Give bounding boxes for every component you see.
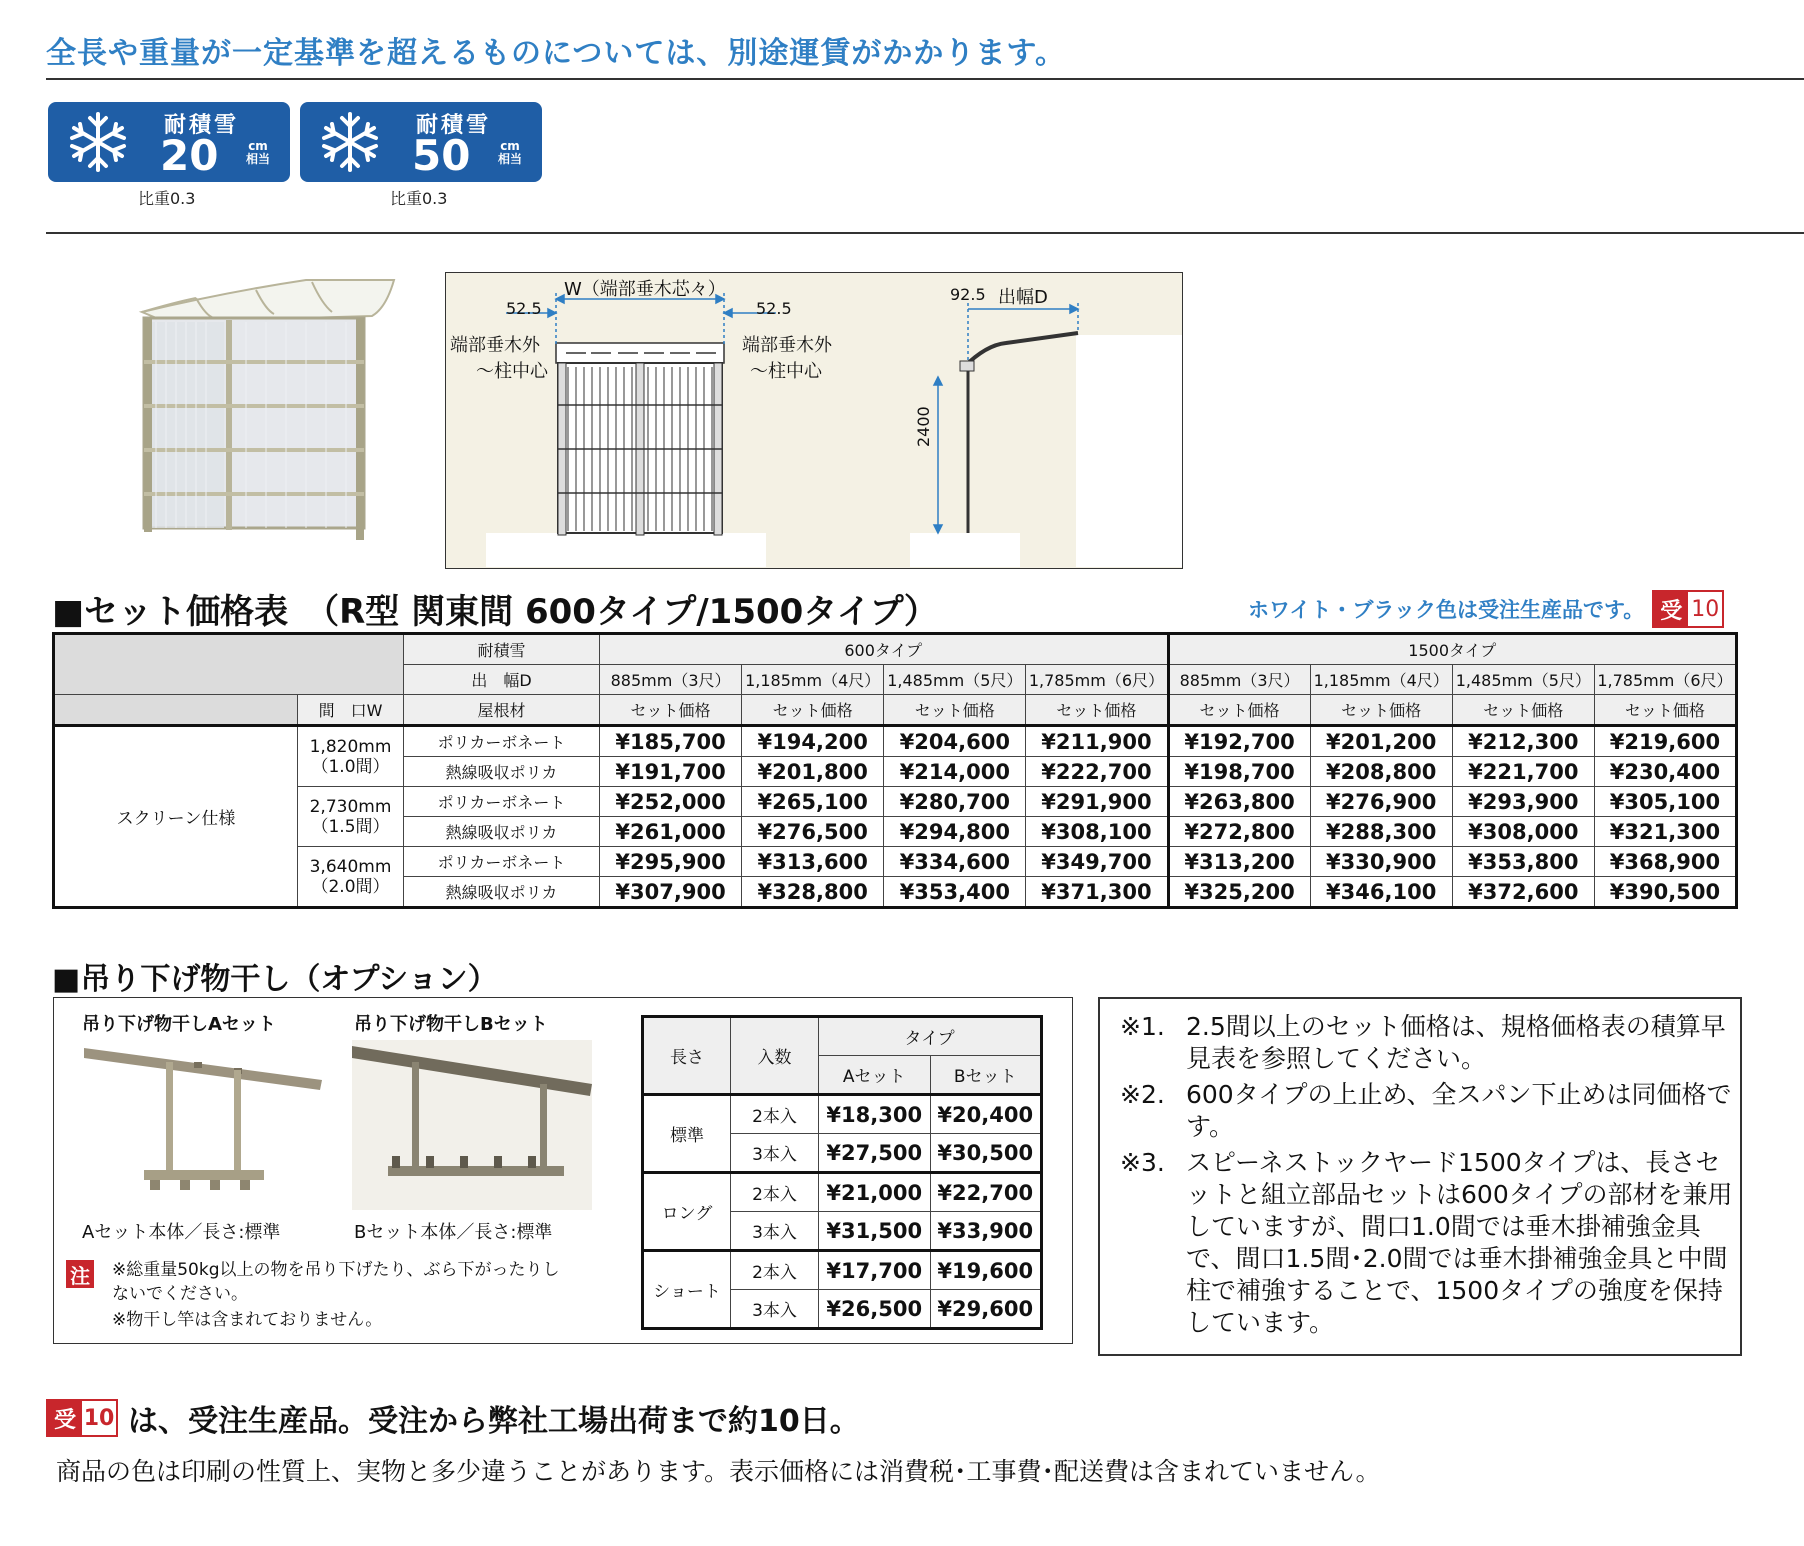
set-price-hdr: セット価格 <box>1452 695 1594 726</box>
hdr-count: 入数 <box>731 1017 819 1095</box>
option-note-2: ※物干し竿は含まれておりません。 <box>112 1310 383 1330</box>
option-price-cell: ¥17,700 <box>819 1251 931 1290</box>
snow-badge-unit: cm 相当 <box>245 139 270 166</box>
made-to-order-badge-days: 10 <box>1688 592 1722 626</box>
count-cell: 3本入 <box>731 1134 819 1173</box>
diagram-drawing <box>446 273 1182 568</box>
snow-load-badge-50 <box>300 102 542 182</box>
hdr-b-set: Bセット <box>930 1056 1042 1095</box>
height-label: 2400 <box>914 406 933 447</box>
footer-order-text: は、受注生産品。受注から弊社工場出荷まで約10日。 <box>128 1404 860 1439</box>
spec-cell: スクリーン仕様 <box>54 726 298 908</box>
snowflake-icon <box>318 110 382 174</box>
hdr-type-1500: 1500タイプ <box>1168 634 1737 665</box>
price-cell: ¥265,100 <box>742 787 884 817</box>
option-price-cell: ¥18,300 <box>819 1095 931 1134</box>
left-offset-label: 52.5 <box>506 299 542 318</box>
made-to-order-badge <box>46 1399 118 1437</box>
option-price-cell: ¥19,600 <box>930 1251 1042 1290</box>
price-cell: ¥276,900 <box>1310 787 1452 817</box>
price-cell: ¥194,200 <box>742 726 884 757</box>
price-row <box>54 787 1737 817</box>
price-row <box>54 847 1737 877</box>
depth-col: 1,485mm（5尺） <box>1452 665 1594 695</box>
price-cell: ¥214,000 <box>884 757 1026 787</box>
price-cell: ¥263,800 <box>1168 787 1310 817</box>
price-cell: ¥325,200 <box>1168 877 1310 908</box>
hdr-length: 長さ <box>643 1017 731 1095</box>
price-cell: ¥185,700 <box>600 726 742 757</box>
made-to-order-badge <box>1652 590 1724 628</box>
snow-badge-label: 耐積雪 <box>164 113 240 138</box>
price-cell: ¥208,800 <box>1310 757 1452 787</box>
left-edge-label-1: 端部垂木外 <box>450 335 540 356</box>
hanger-b-photo <box>352 1040 592 1210</box>
side-offset-label: 92.5 <box>950 285 986 304</box>
option-row <box>643 1173 1042 1212</box>
price-cell: ¥334,600 <box>884 847 1026 877</box>
price-cell: ¥295,900 <box>600 847 742 877</box>
set-price-hdr: セット価格 <box>742 695 884 726</box>
corner-blank <box>54 634 404 695</box>
price-cell: ¥313,600 <box>742 847 884 877</box>
hanger-a-photo <box>84 1040 324 1210</box>
option-price-table <box>641 1015 1043 1330</box>
price-cell: ¥353,400 <box>884 877 1026 908</box>
option-a-caption: 吊り下げ物干しAセット <box>82 1014 276 1035</box>
price-cell: ¥368,900 <box>1594 847 1736 877</box>
width-cell: 1,820mm （1.0間） <box>298 726 404 787</box>
price-cell: ¥276,500 <box>742 817 884 847</box>
option-price-cell: ¥30,500 <box>930 1134 1042 1173</box>
width-dimension-label: W（端部垂木芯々） <box>564 279 726 300</box>
price-table-title: ■セット価格表 （R型 関東間 600タイプ/1500タイプ） <box>52 592 938 632</box>
price-cell: ¥390,500 <box>1594 877 1736 908</box>
option-price-cell: ¥27,500 <box>819 1134 931 1173</box>
set-price-hdr: セット価格 <box>1310 695 1452 726</box>
made-to-order-badge-days: 10 <box>82 1401 116 1435</box>
hdr-width: 間 口W <box>298 695 404 726</box>
count-cell: 3本入 <box>731 1212 819 1251</box>
price-cell: ¥294,800 <box>884 817 1026 847</box>
footer-disclaimer: 商品の色は印刷の性質上、実物と多少違うことがあります。表示価格には消費税･工事費･配送費は含まれていません。 <box>56 1457 1381 1486</box>
price-cell: ¥308,100 <box>1026 817 1168 847</box>
price-cell: ¥305,100 <box>1594 787 1736 817</box>
depth-col: 1,785mm（6尺） <box>1026 665 1168 695</box>
roof-cell: ポリカーボネート <box>404 726 600 757</box>
right-edge-label-2: ～柱中心 <box>750 361 822 382</box>
footer-order-line <box>46 1396 860 1440</box>
length-cell: ロング <box>643 1173 731 1251</box>
left-edge-label-2: ～柱中心 <box>476 361 548 382</box>
set-price-table <box>52 632 1738 909</box>
snow-load-badge-20 <box>48 102 290 182</box>
count-cell: 2本入 <box>731 1251 819 1290</box>
right-edge-label-1: 端部垂木外 <box>742 335 832 356</box>
option-price-cell: ¥20,400 <box>930 1095 1042 1134</box>
section-divider <box>46 232 1804 234</box>
depth-col: 1,185mm（4尺） <box>742 665 884 695</box>
price-cell: ¥330,900 <box>1310 847 1452 877</box>
set-price-hdr: セット価格 <box>1168 695 1310 726</box>
warning-icon: 注 <box>66 1260 94 1288</box>
order-note-text: ホワイト・ブラック色は受注生産品です。 <box>1248 598 1645 622</box>
price-cell: ¥272,800 <box>1168 817 1310 847</box>
price-cell: ¥252,000 <box>600 787 742 817</box>
hdr-a-set: Aセット <box>819 1056 931 1095</box>
set-price-hdr: セット価格 <box>600 695 742 726</box>
price-cell: ¥288,300 <box>1310 817 1452 847</box>
length-cell: ショート <box>643 1251 731 1329</box>
header-divider <box>46 78 1804 80</box>
count-cell: 2本入 <box>731 1095 819 1134</box>
price-row <box>54 726 1737 757</box>
price-cell: ¥328,800 <box>742 877 884 908</box>
price-cell: ¥293,900 <box>1452 787 1594 817</box>
price-cell: ¥372,600 <box>1452 877 1594 908</box>
price-cell: ¥321,300 <box>1594 817 1736 847</box>
price-cell: ¥219,600 <box>1594 726 1736 757</box>
roof-cell: 熱線吸収ポリカ <box>404 757 600 787</box>
length-cell: 標準 <box>643 1095 731 1173</box>
depth-col: 1,785mm（6尺） <box>1594 665 1736 695</box>
notes-box: ※1. 2.5間以上のセット価格は、規格価格表の積算早見表を参照してください。 ※2. 600タイプの上止め、全スパン下止めは同価格です。 ※3. スピーネストックヤード1500タイプは、長さセットと組立部品セットは600タイプの部材を兼用していますが、間口1.0間では垂木掛補強金具で、間口1.5間･2.0間では垂木掛補強金具と中間柱で補強することで、1500タイプの強度を保持しています。 <box>1098 997 1742 1356</box>
price-cell: ¥212,300 <box>1452 726 1594 757</box>
depth-col: 1,185mm（4尺） <box>1310 665 1452 695</box>
option-row <box>643 1095 1042 1134</box>
option-price-cell: ¥26,500 <box>819 1290 931 1329</box>
snow-badge-value: 20 <box>160 131 219 180</box>
count-cell: 3本入 <box>731 1290 819 1329</box>
price-cell: ¥192,700 <box>1168 726 1310 757</box>
hdr-type: タイプ <box>819 1017 1042 1056</box>
width-cell: 3,640mm （2.0間） <box>298 847 404 908</box>
price-cell: ¥280,700 <box>884 787 1026 817</box>
snow-badge-ratio: 比重0.3 <box>138 189 196 208</box>
corner-blank <box>54 695 298 726</box>
option-b-caption: 吊り下げ物干しBセット <box>354 1014 548 1035</box>
option-a-sub: Aセット本体／長さ:標準 <box>82 1222 281 1243</box>
snow-badge-ratio: 比重0.3 <box>390 189 448 208</box>
price-cell: ¥349,700 <box>1026 847 1168 877</box>
price-cell: ¥211,900 <box>1026 726 1168 757</box>
price-cell: ¥198,700 <box>1168 757 1310 787</box>
price-cell: ¥261,000 <box>600 817 742 847</box>
option-price-cell: ¥31,500 <box>819 1212 931 1251</box>
price-cell: ¥371,300 <box>1026 877 1168 908</box>
snow-badge-value: 50 <box>412 131 471 180</box>
depth-col: 885mm（3尺） <box>600 665 742 695</box>
roof-cell: ポリカーボネート <box>404 847 600 877</box>
price-rows <box>54 726 1737 908</box>
hdr-snow: 耐積雪 <box>404 634 600 665</box>
made-to-order-badge-char: 受 <box>1654 592 1688 626</box>
option-row <box>643 1251 1042 1290</box>
right-offset-label: 52.5 <box>756 299 792 318</box>
price-cell: ¥221,700 <box>1452 757 1594 787</box>
snow-badge-label: 耐積雪 <box>416 113 492 138</box>
width-cell: 2,730mm （1.5間） <box>298 787 404 847</box>
set-price-hdr: セット価格 <box>1594 695 1736 726</box>
price-cell: ¥307,900 <box>600 877 742 908</box>
hdr-roof: 屋根材 <box>404 695 600 726</box>
roof-cell: 熱線吸収ポリカ <box>404 877 600 908</box>
option-note-1: ※総重量50kg以上の物を吊り下げたり、ぶら下がったりし ないでください。 <box>112 1260 560 1304</box>
freight-notice: 全長や重量が一定基準を超えるものについては、別途運賃がかかります。 <box>46 36 1066 71</box>
price-cell: ¥191,700 <box>600 757 742 787</box>
option-price-cell: ¥21,000 <box>819 1173 931 1212</box>
option-price-cell: ¥33,900 <box>930 1212 1042 1251</box>
count-cell: 2本入 <box>731 1173 819 1212</box>
price-cell: ¥230,400 <box>1594 757 1736 787</box>
option-price-cell: ¥22,700 <box>930 1173 1042 1212</box>
price-cell: ¥222,700 <box>1026 757 1168 787</box>
option-title: ■吊り下げ物干し（オプション） <box>52 962 498 997</box>
price-cell: ¥201,200 <box>1310 726 1452 757</box>
price-cell: ¥346,100 <box>1310 877 1452 908</box>
price-cell: ¥201,800 <box>742 757 884 787</box>
product-photo <box>136 272 398 542</box>
set-price-hdr: セット価格 <box>1026 695 1168 726</box>
depth-label: 出幅D <box>998 287 1048 308</box>
order-note <box>1248 590 1724 628</box>
price-cell: ¥204,600 <box>884 726 1026 757</box>
depth-col: 885mm（3尺） <box>1168 665 1310 695</box>
roof-cell: ポリカーボネート <box>404 787 600 817</box>
snowflake-icon <box>66 110 130 174</box>
set-price-hdr: セット価格 <box>884 695 1026 726</box>
dimension-diagram <box>445 272 1183 569</box>
snow-badge-unit: cm 相当 <box>497 139 522 166</box>
option-price-cell: ¥29,600 <box>930 1290 1042 1329</box>
hdr-type-600: 600タイプ <box>600 634 1169 665</box>
price-cell: ¥353,800 <box>1452 847 1594 877</box>
option-b-sub: Bセット本体／長さ:標準 <box>354 1222 553 1243</box>
made-to-order-badge-char: 受 <box>48 1401 82 1435</box>
hdr-depth: 出 幅D <box>404 665 600 695</box>
roof-cell: 熱線吸収ポリカ <box>404 817 600 847</box>
option-rows <box>643 1095 1042 1329</box>
price-cell: ¥313,200 <box>1168 847 1310 877</box>
depth-col: 1,485mm（5尺） <box>884 665 1026 695</box>
price-cell: ¥308,000 <box>1452 817 1594 847</box>
price-cell: ¥291,900 <box>1026 787 1168 817</box>
